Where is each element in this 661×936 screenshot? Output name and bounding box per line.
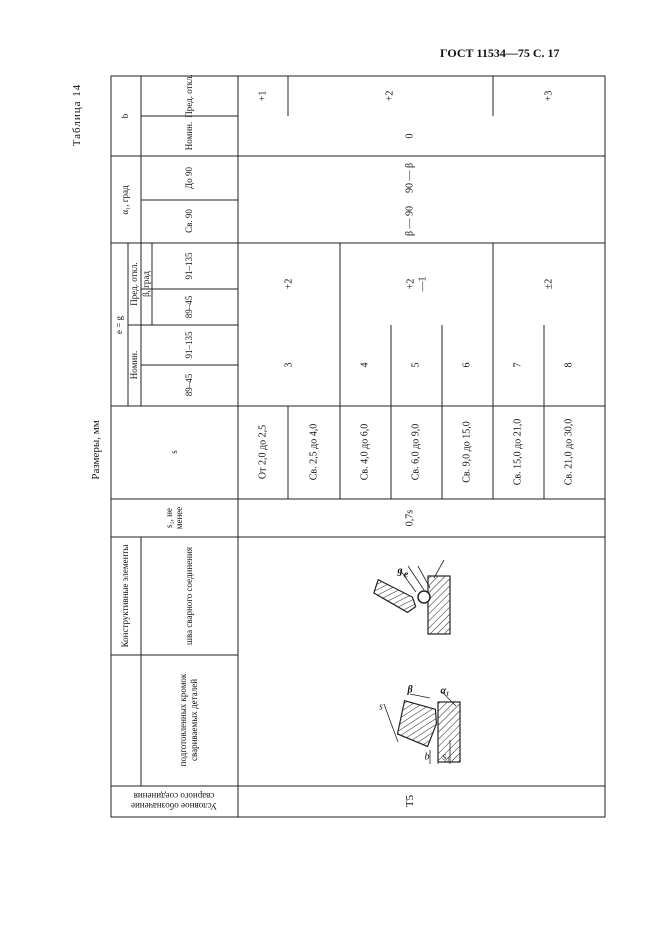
alpha-do90: 90 — β <box>404 162 416 194</box>
eg-nom-1: 3 <box>283 362 295 368</box>
label-s1: s₁ <box>442 751 450 763</box>
s-range-4: Св. 6,0 до 9,0 <box>410 423 422 481</box>
header-b-nom: Номин. <box>184 121 194 151</box>
header-eg: e = g <box>114 315 124 335</box>
header-eg-nom: Номин. <box>129 350 139 380</box>
eg-pred-2b: —1 <box>417 276 429 292</box>
label-beta: β <box>407 684 413 696</box>
eg-nom-2: 4 <box>359 362 371 368</box>
header-s1: s₁, не менее <box>164 506 184 530</box>
label-g: g <box>397 565 403 577</box>
weld-seam-drawing <box>360 548 470 638</box>
label-alpha1: α₁ <box>440 685 450 697</box>
alpha-sv90: β — 90 <box>404 205 416 237</box>
label-e: e <box>403 569 409 581</box>
page-header: ГОСТ 11534—75 С. 17 <box>440 46 560 60</box>
s-range-2: Св. 2,5 до 4,0 <box>308 423 320 481</box>
header-b: b <box>120 113 130 119</box>
b-pred-1: +1 <box>257 90 269 102</box>
s1-value: 0,7s <box>404 509 416 527</box>
dims-label: Размеры, мм <box>90 420 102 480</box>
label-s: s <box>379 701 383 713</box>
header-podgot: подготовленных кромок свариваемых деталей <box>178 673 199 767</box>
s-range-5: Св. 9,0 до 15,0 <box>461 421 473 483</box>
eg-pred-1: +2 <box>283 278 295 290</box>
s-range-6: Св. 15,0 до 21,0 <box>512 418 524 486</box>
header-beta-89-45-a: 89–45 <box>184 295 194 319</box>
s-range-1: От 2,0 до 2,5 <box>257 424 269 480</box>
designation-value: Т5 <box>404 794 416 808</box>
eg-pred-2a: +2 <box>405 278 417 290</box>
header-eg-pred: Пред. откл. <box>129 262 139 306</box>
header-b-pred: Пред. откл. <box>184 74 194 118</box>
header-beta-89-45-b: 89–45 <box>184 373 194 397</box>
header-alpha: α₁, град <box>120 185 130 215</box>
edge-preparation-drawing <box>370 680 470 770</box>
s-range-7: Св. 21,0 до 30,0 <box>563 418 575 486</box>
header-alpha-do90: До 90 <box>184 167 194 189</box>
s-range-3: Св. 4,0 до 6,0 <box>359 423 371 481</box>
eg-nom-6: 8 <box>563 362 575 368</box>
header-beta-91-135-b: 91–135 <box>184 331 194 359</box>
eg-pred-3: ±2 <box>543 278 555 290</box>
b-pred-2: +2 <box>384 90 396 102</box>
header-uslov: Условное обозначение сварного соединения <box>131 791 217 811</box>
eg-nom-4: 6 <box>461 362 473 368</box>
header-konstr: Конструктивные элементы <box>120 544 130 648</box>
eg-nom-3: 5 <box>410 362 422 368</box>
b-pred-3: +3 <box>543 90 555 102</box>
b-nom: 0 <box>404 133 416 139</box>
table-label: Таблица 14 <box>71 83 83 147</box>
header-beta-91-135-a: 91–135 <box>184 252 194 280</box>
header-shva: шва сварного соединения <box>184 547 194 645</box>
label-b: b <box>424 751 430 763</box>
header-alpha-sv90: Св. 90 <box>184 209 194 233</box>
header-s: s <box>169 450 179 454</box>
header-beta: β, град <box>141 271 151 297</box>
eg-nom-5: 7 <box>512 362 524 368</box>
